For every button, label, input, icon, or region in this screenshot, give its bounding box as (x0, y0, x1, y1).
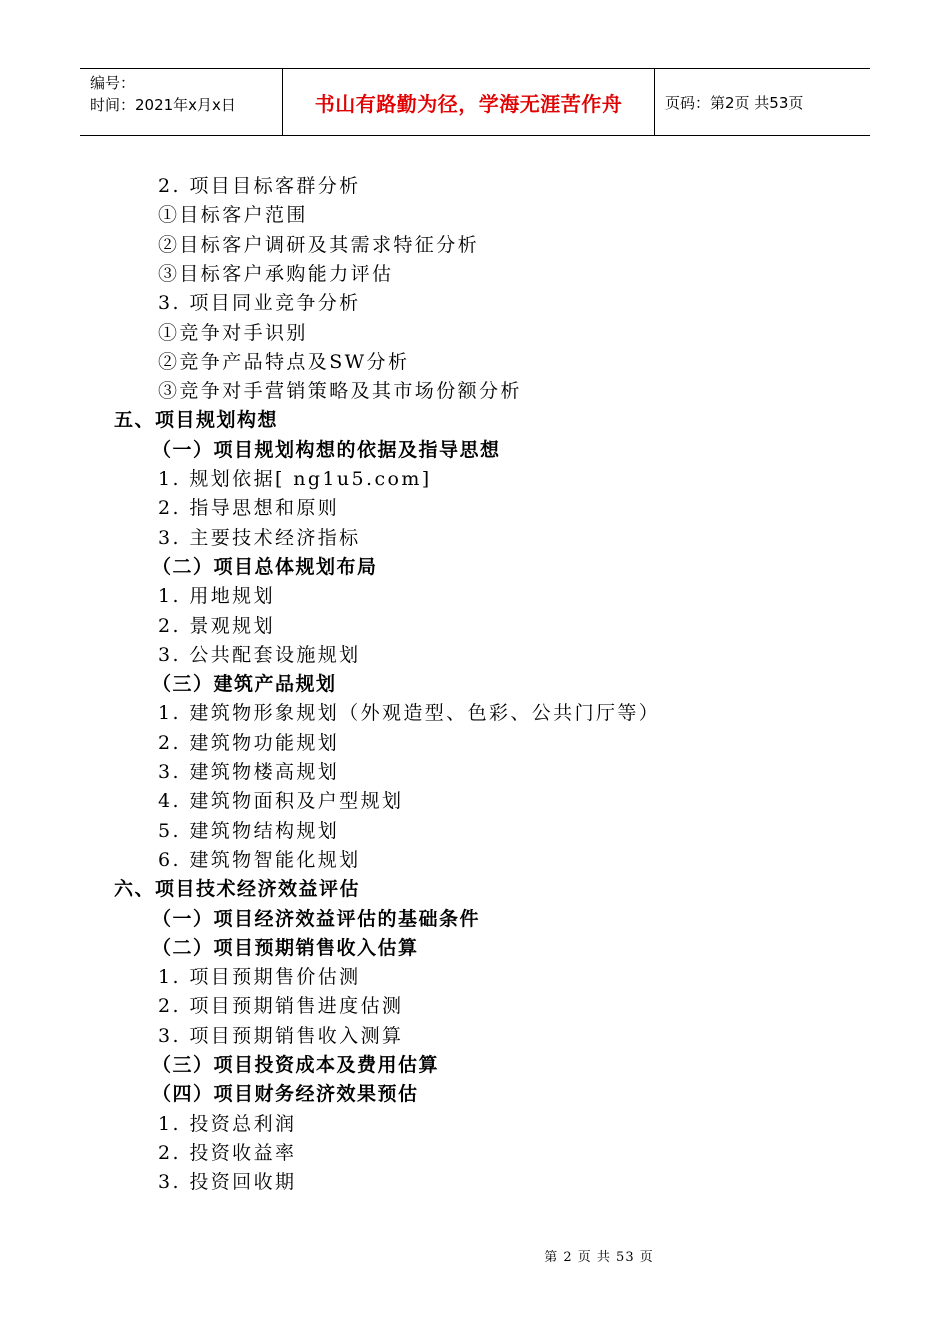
page-header (80, 68, 870, 136)
header-meta (80, 69, 282, 135)
outline-item: 2. 指导思想和原则 (158, 497, 340, 519)
outline-item: 1. 投资总利润 (158, 1113, 297, 1135)
header-motto-cell (282, 69, 655, 135)
outline-item: 1. 建筑物形象规划（外观造型、色彩、公共门厅等） (158, 702, 661, 724)
outline-item: 2. 投资收益率 (158, 1142, 297, 1164)
outline-item: 3. 投资回收期 (158, 1171, 297, 1193)
outline-item: ①竞争对手识别 (158, 322, 308, 344)
subsection-heading: （二）项目预期销售收入估算 (152, 937, 419, 959)
outline-item: 6. 建筑物智能化规划 (158, 849, 361, 871)
outline-item: 1. 项目预期售价估测 (158, 966, 361, 988)
number-label: 编号： (90, 74, 136, 92)
header-page-info-cell (655, 69, 870, 135)
outline-item: ②竞争产品特点及SW分析 (158, 351, 410, 373)
section-heading: 五、项目规划构想 (114, 409, 279, 431)
outline-item: ①目标客户范围 (158, 204, 308, 226)
subsection-heading: （一）项目规划构想的依据及指导思想 (152, 439, 501, 461)
outline-item: 3. 主要技术经济指标 (158, 527, 361, 549)
outline-item: ③目标客户承购能力评估 (158, 263, 394, 285)
outline-item: 1. 规划依据[ ng1u5.com] (158, 468, 432, 490)
outline-item: 3. 项目预期销售收入测算 (158, 1025, 404, 1047)
outline-item: 2. 景观规划 (158, 615, 275, 637)
outline-item: 4. 建筑物面积及户型规划 (158, 790, 404, 812)
subsection-heading: （三）项目投资成本及费用估算 (152, 1054, 440, 1076)
outline-item: 3. 公共配套设施规划 (158, 644, 361, 666)
outline-item: 2. 项目目标客群分析 (158, 175, 361, 197)
subsection-heading: （一）项目经济效益评估的基础条件 (152, 908, 481, 930)
subsection-heading: （四）项目财务经济效果预估 (152, 1083, 419, 1105)
outline-item: 3. 建筑物楼高规划 (158, 761, 340, 783)
outline-item: 2. 项目预期销售进度估测 (158, 995, 404, 1017)
outline-item: ③竞争对手营销策略及其市场份额分析 (158, 380, 522, 402)
section-heading: 六、项目技术经济效益评估 (114, 878, 361, 900)
outline-item: ②目标客户调研及其需求特征分析 (158, 234, 480, 256)
outline-item: 5. 建筑物结构规划 (158, 820, 340, 842)
header-motto: 书山有路勤为径，学海无涯苦作舟 (314, 91, 623, 116)
subsection-heading: （三）建筑产品规划 (152, 673, 337, 695)
page-footer: 第 2 页 共 53 页 (544, 1250, 654, 1265)
subsection-heading: （二）项目总体规划布局 (152, 556, 378, 578)
outline-item: 3. 项目同业竞争分析 (158, 292, 361, 314)
outline-item: 1. 用地规划 (158, 585, 275, 607)
time-label: 时间：2021年x月x日 (90, 96, 236, 114)
header-page-info: 页码：第2页 共53页 (665, 93, 804, 112)
outline-item: 2. 建筑物功能规划 (158, 732, 340, 754)
